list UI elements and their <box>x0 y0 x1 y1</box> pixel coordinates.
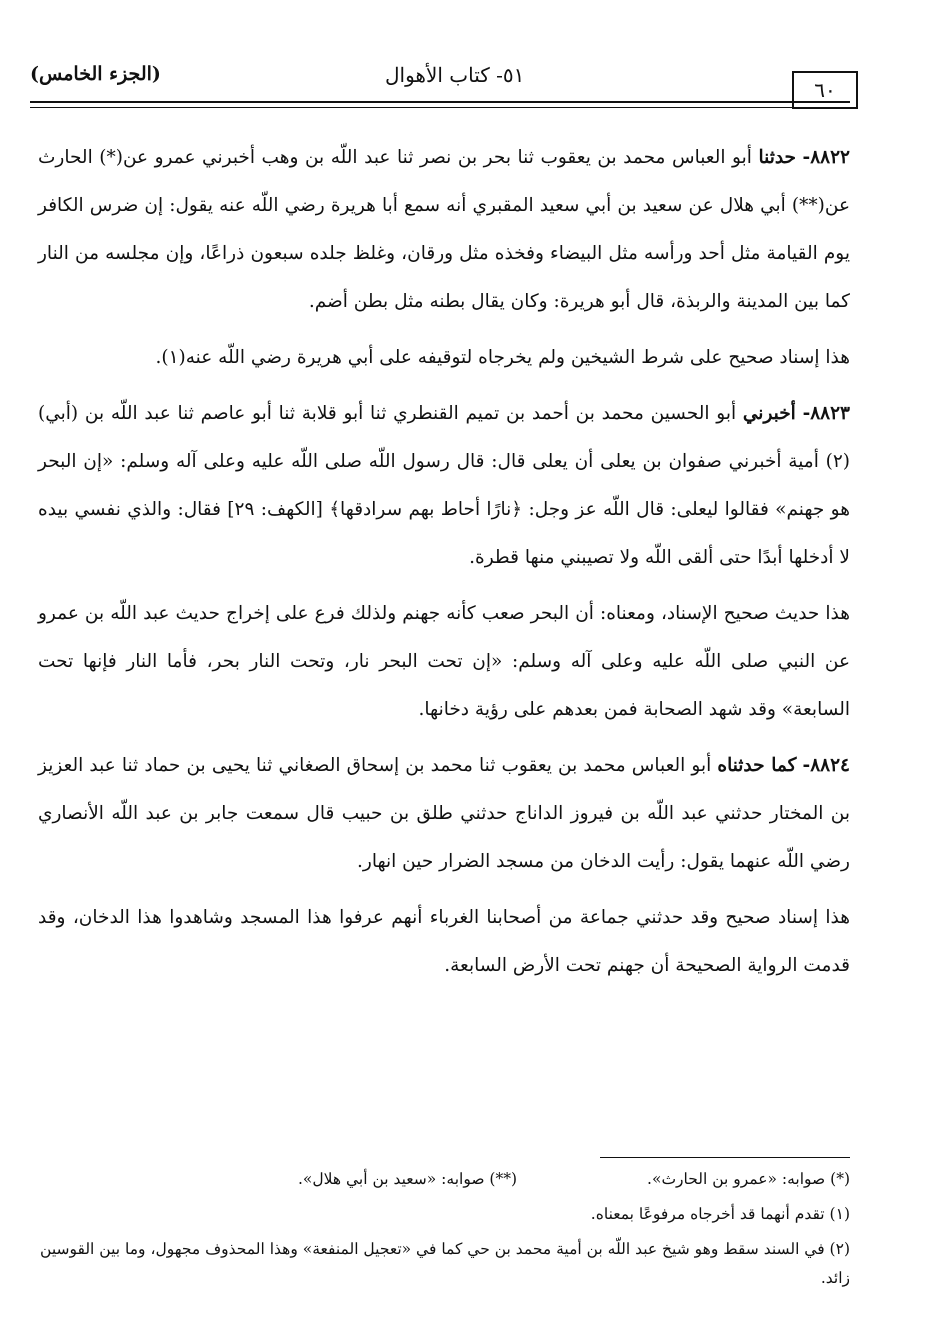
hadith-lead: حدثنا <box>758 147 796 168</box>
page-number: ٦٠ <box>792 71 858 109</box>
footnote-rule <box>600 1157 850 1158</box>
book-title: ٥١- كتاب الأهوال <box>385 63 525 87</box>
page-header <box>30 55 850 103</box>
hadith-comment: هذا إسناد صحيح وقد حدثني جماعة من أصحابنا الغرباء أنهم عرفوا هذا المسجد وشاهدوا هذا الدخان، وقد قدمت الرواية الصحيحة أن جهنم تحت الأرض السابعة. <box>38 907 850 976</box>
footnotes <box>38 1165 850 1299</box>
hadith-number: ٨٨٢٢- <box>802 147 850 168</box>
hadith-lead: كما حدثناه <box>717 755 797 776</box>
footnote-star-2: (**) صوابه: «سعيد بن أبي هلال». <box>297 1170 518 1188</box>
footnote-2: (٢) في السند سقط وهو شيخ عبد اللّه بن أمية محمد بن حي كما في «تعجيل المنفعة» وهذا المحذوف مجهول، وما بين القوسين زائد. <box>40 1240 850 1287</box>
hadith-8824 <box>38 742 850 886</box>
hadith-comment: هذا إسناد صحيح على شرط الشيخين ولم يخرجاه لتوقيفه على أبي هريرة رضي اللّه عنه(١). <box>155 347 850 368</box>
hadith-lead: أخبرني <box>742 403 796 424</box>
hadith-comment: هذا حديث صحيح الإسناد، ومعناه: أن البحر صعب كأنه جهنم ولذلك فرع على إخراج حديث عبد اللّه بن عمرو عن النبي صلى اللّه عليه وعلى آله وسلم: «إن تحت البحر نار، وتحت النار بحر، فأما النار فإنها تحت السابعة» وقد شهد الصحابة فمن بعدهم على رؤية دخانها. <box>38 603 851 720</box>
hadith-number: ٨٨٢٤- <box>802 755 850 776</box>
footnote-1: (١) تقدم أنهما قد أخرجاه مرفوعًا بمعناه. <box>590 1205 850 1223</box>
header-rule-thin <box>30 107 850 108</box>
header-rule <box>30 101 850 103</box>
footnote-star-row <box>38 1165 850 1194</box>
volume-label: (الجزء الخامس) <box>30 63 161 85</box>
hadith-text: أبو الحسين محمد بن أحمد بن تميم القنطري ثنا أبو قلابة ثنا أبو عاصم ثنا عبد اللّه بن (أبي)(٢) أمية أخبرني صفوان بن يعلى أن يعلى قال: قال رسول اللّه صلى اللّه عليه وعلى آله وسلم: «إن البحر هو جهنم» فقالوا ليعلى: قال اللّه عز وجل: ﴿نارًا أحاط بهم سرادقها﴾ [الكهف: ٢٩] فقال: والذي نفسي بيده لا أدخلها أبدًا حتى ألقى اللّه ولا تصيبني منها قطرة. <box>38 403 850 568</box>
hadith-text: أبو العباس محمد بن يعقوب ثنا محمد بن إسحاق الصغاني ثنا يحيى بن حماد ثنا عبد العزيز بن المختار حدثني عبد اللّه بن فيروز الداناج حدثني طلق بن حبيب قال سمعت جابر بن عبد اللّه الأنصاري رضي اللّه عنهما يقول: رأيت الدخان من مسجد الضرار حين انهار. <box>38 755 850 872</box>
main-text <box>38 134 850 998</box>
hadith-number: ٨٨٢٣- <box>802 403 850 424</box>
hadith-8823 <box>38 390 850 582</box>
footnote-star-1: (*) صوابه: «عمرو بن الحارث». <box>647 1170 850 1188</box>
hadith-text: أبو العباس محمد بن يعقوب ثنا بحر بن نصر ثنا عبد اللّه بن وهب أخبرني عمرو عن(*) الحارث عن(**) أبي هلال عن سعيد بن أبي سعيد المقبري أنه سمع أبا هريرة رضي اللّه عنه يقول: إن ضرس الكافر يوم القيامة مثل أحد ورأسه مثل البيضاء وفخذه مثل ورقان، وغلظ جلده سبعون ذراعًا، وإن مجلسه من النار كما بين المدينة والربذة، قال أبو هريرة: وكان يقال بطنه مثل بطن أضم. <box>38 147 850 312</box>
hadith-8822 <box>38 134 850 326</box>
